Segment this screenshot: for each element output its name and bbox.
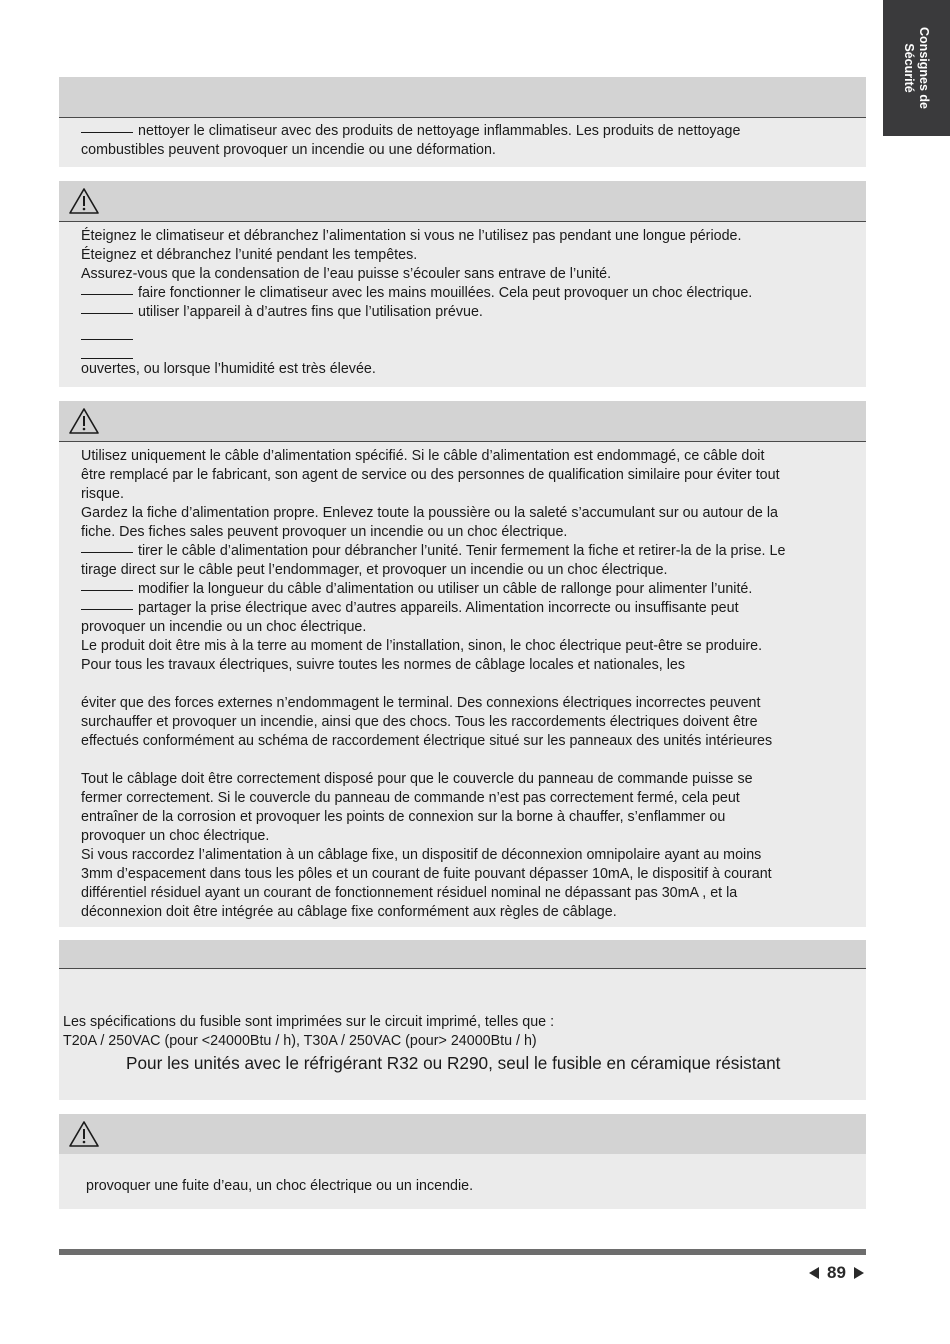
text-line: Tout le câblage doit être correctement disposé pour que le couvercle du panneau de commande puisse se xyxy=(81,771,753,787)
text-line: surchauffer et provoquer un incendie, ainsi que des chocs. Tous les raccordements électriques doivent être xyxy=(81,714,758,730)
text-line: Le produit doit être mis à la terre au moment de l’installation, sinon, le choc électrique peut-être se produire. xyxy=(81,638,763,654)
text-line: tirer le câble d’alimentation pour débrancher l’unité. Tenir fermement la fiche et retirer-la de la prise. Le xyxy=(81,542,785,561)
footer-rule xyxy=(59,1249,866,1255)
text-line: Assurez-vous que la condensation de l’eau puisse s’écouler sans entrave de l’unité. xyxy=(81,266,612,282)
blank-underline xyxy=(81,339,133,340)
text-line: partager la prise électrique avec d’autres appareils. Alimentation incorrecte ou insuffisante peut xyxy=(81,599,739,618)
blank-underline xyxy=(81,358,133,359)
text-line: 3mm d’espacement dans tous les pôles et un courant de fuite pouvant dépasser 10mA, le dispositif à courant xyxy=(81,866,772,882)
text-line: provoquer un choc électrique. xyxy=(81,828,270,844)
text-line: Éteignez et débranchez l’unité pendant les tempêtes. xyxy=(81,247,418,263)
text-line: faire fonctionner le climatiseur avec les mains mouillées. Cela peut provoquer un choc électrique. xyxy=(81,284,752,303)
text-line: fermer correctement. Si le couvercle du panneau de commande n’est pas correctement fermé, cela peut xyxy=(81,790,740,806)
caution-box-electrical xyxy=(59,401,866,927)
text-line: entraîner de la corrosion et provoquer les points de connexion sur la borne à chauffer, s’enflammer ou xyxy=(81,809,726,825)
caution-header-installation xyxy=(59,1114,866,1154)
text-line: ouvertes, ou lorsque l’humidité est très élevée. xyxy=(81,361,376,377)
cleaning-notice-header xyxy=(59,77,866,118)
blank-underline xyxy=(81,608,133,610)
text-line: effectués conformément au schéma de raccordement électrique situé sur les panneaux des unités intérieures xyxy=(81,733,773,749)
page-navigation xyxy=(809,1262,864,1284)
section-tab-label-line2: Sécurité xyxy=(902,43,916,93)
section-tab-label xyxy=(901,27,931,109)
caution-header-electrical xyxy=(59,401,866,442)
text-line: risque. xyxy=(81,486,124,502)
caution-header-operation xyxy=(59,181,866,222)
blank-underline xyxy=(81,131,133,133)
warning-triangle-icon xyxy=(68,1120,100,1148)
text-line: différentiel résiduel ayant un courant de fonctionnement résiduel nominal ne dépassant pas 30mA , et la xyxy=(81,885,738,901)
text-line: tirage direct sur le câble peut l’endommager, et provoquer un incendie ou un choc électrique. xyxy=(81,562,668,578)
section-tab-label-line1: Consignes de xyxy=(917,27,931,109)
text-line: Gardez la fiche d’alimentation propre. Enlevez toute la poussière ou la saleté s’accumulant sur ou autour de la xyxy=(81,505,778,521)
text-line: Utilisez uniquement le câble d’alimentation spécifié. Si le câble d’alimentation est endommagé, ce câble doit xyxy=(81,448,765,464)
text-line: provoquer un incendie ou un choc électrique. xyxy=(81,619,367,635)
text-line: éviter que des forces externes n’endommagent le terminal. Des connexions électriques incorrectes peuvent xyxy=(81,695,761,711)
text-line: utiliser l’appareil à d’autres fins que l’utilisation prévue. xyxy=(81,303,483,322)
text-line: provoquer une fuite d’eau, un choc électrique ou un incendie. xyxy=(86,1178,474,1194)
text-line: Pour tous les travaux électriques, suivre toutes les normes de câblage locales et nationales, les xyxy=(81,657,685,673)
page-number: 89 xyxy=(827,1263,846,1282)
text-line: modifier la longueur du câble d’alimentation ou utiliser un câble de rallonge pour alimenter l’unité. xyxy=(81,580,752,599)
warning-triangle-icon xyxy=(68,187,100,215)
caution-box-installation xyxy=(59,1114,866,1209)
text-line: déconnexion doit être intégrée au câblage fixe conformément aux règles de câblage. xyxy=(81,904,617,920)
text-line: combustibles peuvent provoquer un incendie ou une déformation. xyxy=(81,142,496,158)
blank-underline xyxy=(81,589,133,591)
cleaning-notice-box xyxy=(59,77,866,167)
text-line: Si vous raccordez l’alimentation à un câblage fixe, un dispositif de déconnexion omnipolaire ayant au moins xyxy=(81,847,762,863)
fuse-notice-box xyxy=(59,940,866,1100)
text-line: T20A / 250VAC (pour <24000Btu / h), T30A / 250VAC (pour> 24000Btu / h) xyxy=(63,1033,537,1049)
blank-underline xyxy=(81,551,133,553)
text-line: Les spécifications du fusible sont imprimées sur le circuit imprimé, telles que : xyxy=(63,1014,555,1030)
section-tab[interactable] xyxy=(883,0,950,136)
text-line: nettoyer le climatiseur avec des produits de nettoyage inflammables. Les produits de nettoyage xyxy=(81,122,740,141)
blank-underline xyxy=(81,293,133,295)
blank-underline xyxy=(81,312,133,314)
text-line: être remplacé par le fabricant, son agent de service ou des personnes de qualification similaire pour éviter tout xyxy=(81,467,780,483)
previous-page-icon[interactable] xyxy=(809,1267,819,1279)
warning-triangle-icon xyxy=(68,407,100,435)
fuse-notice-header xyxy=(59,940,866,969)
next-page-icon[interactable] xyxy=(854,1267,864,1279)
text-line: fiche. Des fiches sales peuvent provoquer un incendie ou un choc électrique. xyxy=(81,524,568,540)
text-line: Éteignez le climatiseur et débranchez l’alimentation si vous ne l’utilisez pas pendant une longue période. xyxy=(81,228,742,244)
text-line: Pour les unités avec le réfrigérant R32 ou R290, seul le fusible en céramique résistant xyxy=(126,1053,781,1073)
caution-box-operation xyxy=(59,181,866,387)
